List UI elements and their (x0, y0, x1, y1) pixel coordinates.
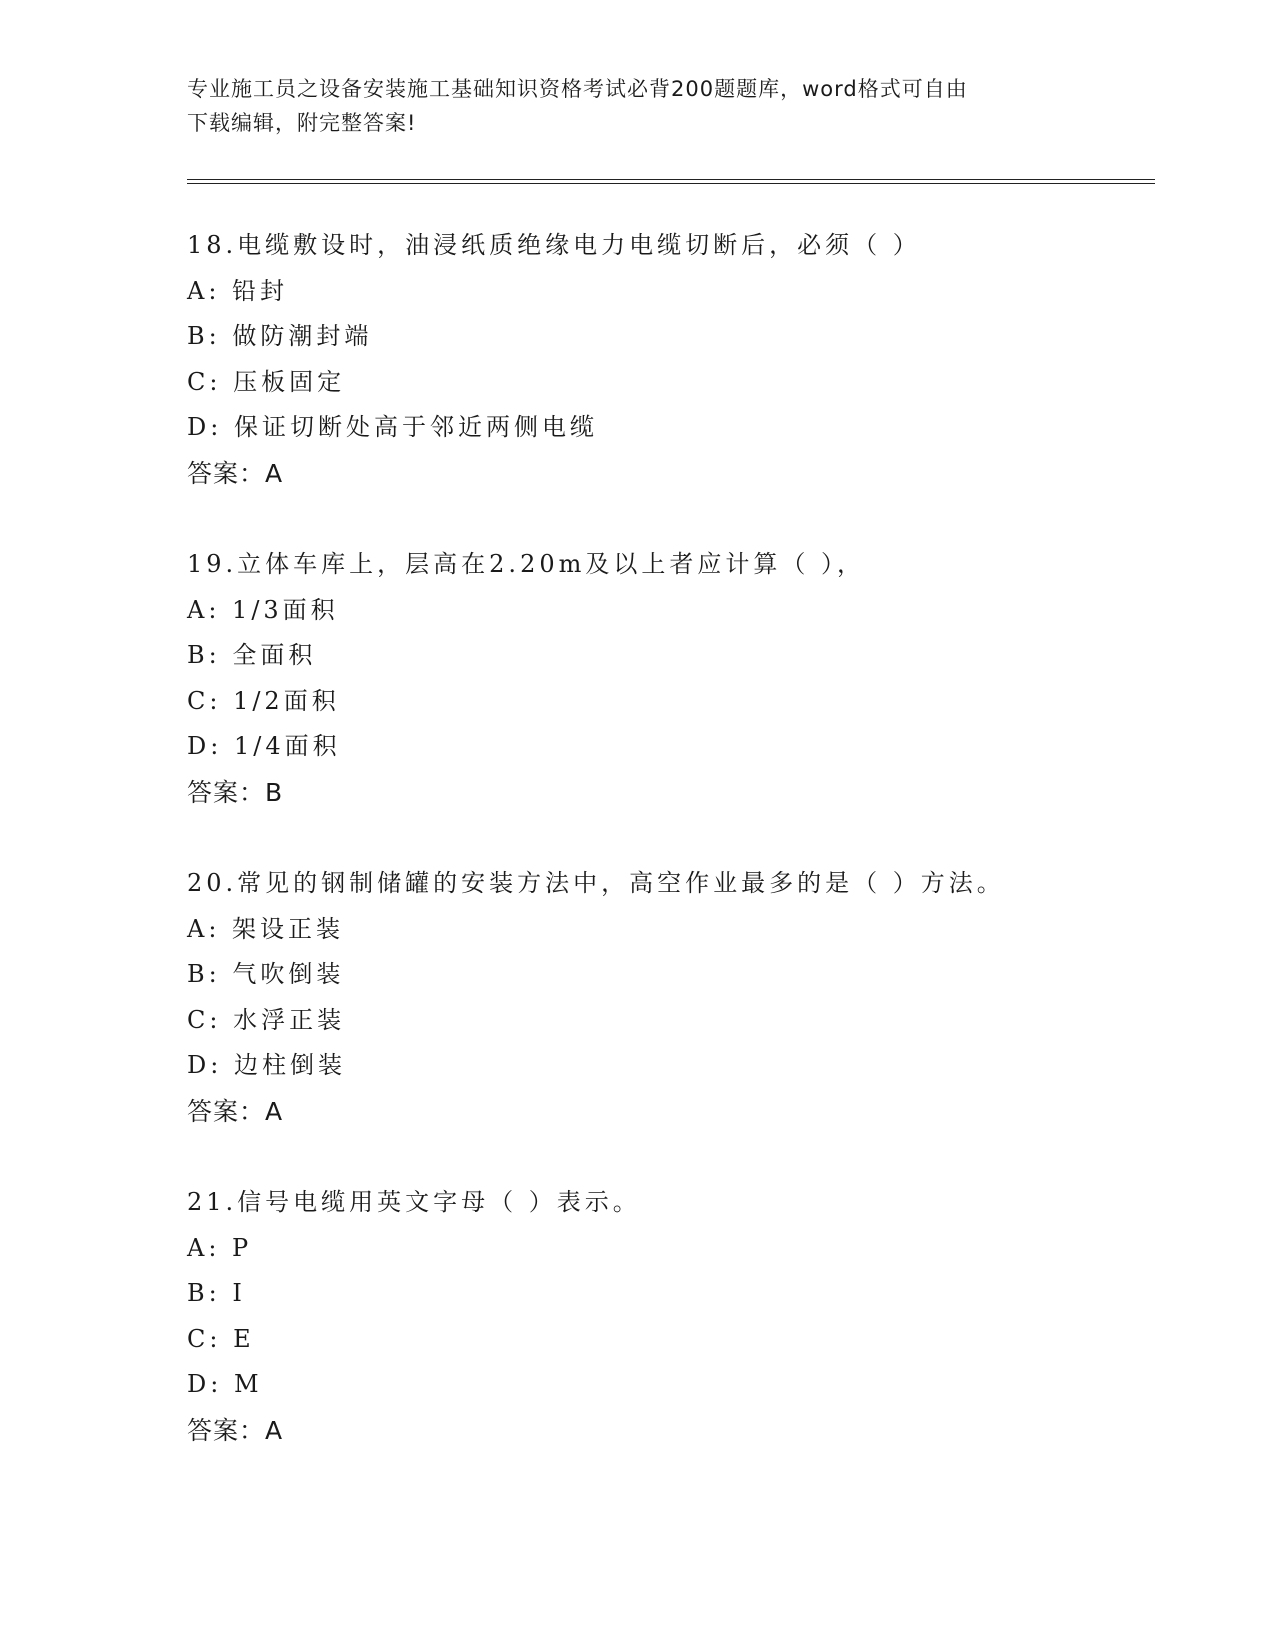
option-d: D: 保证切断处高于邻近两侧电缆 (187, 413, 598, 441)
option-c: C: 压板固定 (187, 367, 346, 396)
question-19 (187, 542, 1147, 815)
question-stem: 21.信号电缆用英文字母（ ）表示。 (187, 1188, 641, 1216)
question-stem: 20.常见的钢制储罐的安装方法中，高空作业最多的是（ ）方法。 (187, 869, 1005, 897)
header-line-2: 下载编辑，附完整答案! (187, 111, 417, 135)
header-divider-top (187, 179, 1155, 180)
option-a: A: 1/3面积 (187, 595, 339, 624)
answer-text: 答案：A (187, 458, 284, 488)
option-b: B: 气吹倒装 (187, 960, 345, 988)
answer-text: 答案：A (187, 1096, 284, 1126)
option-c: C: 水浮正装 (187, 1005, 346, 1034)
question-18 (187, 223, 1147, 496)
option-b: B: 全面积 (187, 641, 317, 669)
answer-text: 答案：B (187, 777, 284, 807)
option-d: D: 1/4面积 (187, 732, 341, 760)
option-c: C: 1/2面积 (187, 686, 340, 715)
question-stem: 18.电缆敷设时，油浸纸质绝缘电力电缆切断后，必须（ ） (187, 231, 921, 259)
option-a: A: 架设正装 (187, 914, 345, 943)
option-d: D: M (187, 1370, 263, 1398)
option-b: B: I (187, 1279, 246, 1307)
document-header (187, 72, 1087, 140)
question-20 (187, 861, 1147, 1134)
answer-text: 答案：A (187, 1415, 284, 1445)
option-a: A: P (187, 1233, 253, 1262)
question-stem: 19.立体车库上，层高在2.20m及以上者应计算（ ）， (187, 550, 865, 578)
option-b: B: 做防潮封端 (187, 322, 373, 350)
header-line-1: 专业施工员之设备安装施工基础知识资格考试必背200题题库，word格式可自由 (187, 77, 968, 101)
option-d: D: 边柱倒装 (187, 1051, 346, 1079)
header-divider-bottom (187, 183, 1155, 184)
option-a: A: 铅封 (187, 276, 289, 305)
option-c: C: E (187, 1324, 255, 1353)
question-21 (187, 1180, 1147, 1453)
